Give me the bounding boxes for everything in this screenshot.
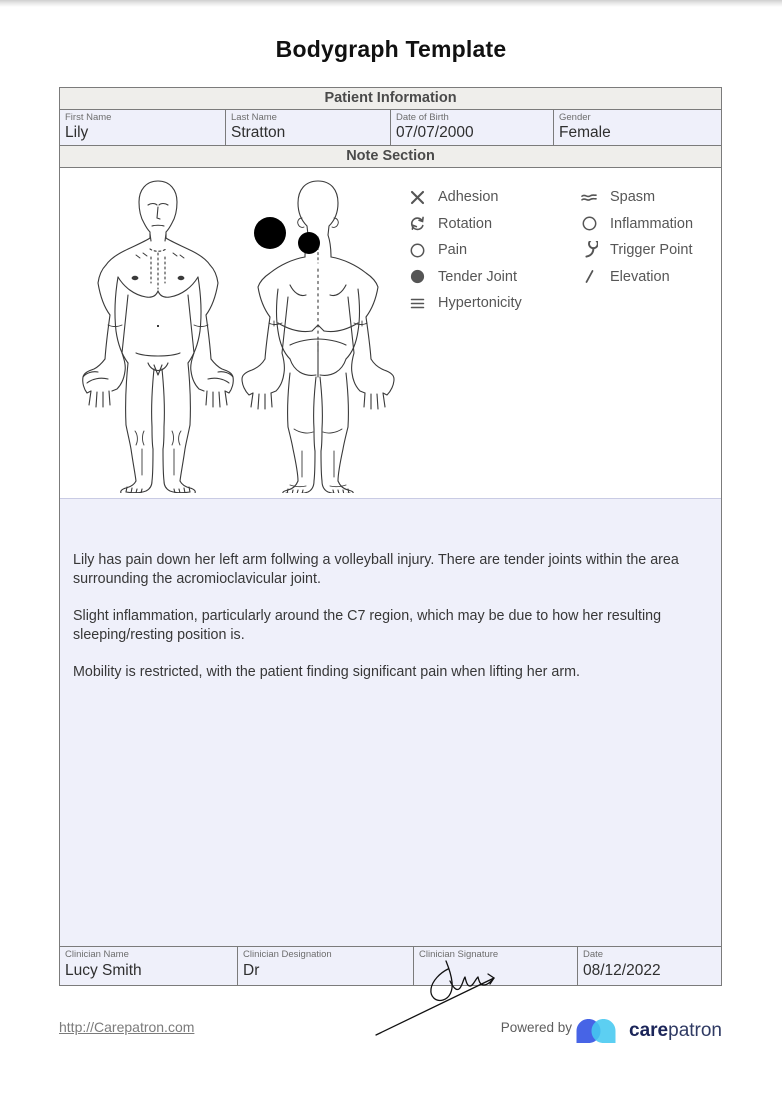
- last-name-label: Last Name: [231, 112, 277, 123]
- legend-label-elevation: Elevation: [610, 268, 670, 285]
- wave-lines-icon: [577, 186, 601, 208]
- patient-information-row: [60, 110, 721, 146]
- legend-item-adhesion[interactable]: [405, 184, 522, 211]
- first-name-label: First Name: [65, 112, 112, 123]
- last-name-cell[interactable]: [226, 110, 391, 145]
- gender-value: Female: [559, 124, 611, 141]
- note-paragraph-3: Mobility is restricted, with the patient finding significant pain when lifting her arm.: [73, 664, 580, 680]
- note-section-header: Note Section: [60, 146, 721, 168]
- clinician-signature-value: [419, 960, 577, 981]
- rotation-arrow-icon: [405, 213, 429, 235]
- clinician-signature-label: Clinician Signature: [419, 949, 499, 960]
- legend-item-trigger-point[interactable]: [577, 237, 693, 264]
- legend-label-hypertonicity: Hypertonicity: [438, 295, 522, 312]
- tender-joint-marker-large[interactable]: [254, 217, 286, 249]
- legend-label-inflammation: Inflammation: [610, 215, 694, 232]
- tender-joint-marker-small[interactable]: [298, 232, 320, 254]
- clinician-designation-label: Clinician Designation: [243, 949, 332, 960]
- legend-item-tender-joint[interactable]: [405, 264, 522, 291]
- note-paragraph-1: Lily has pain down her left arm follwing a volleyball injury. There are tender joints within the area surrounding the acromioclavicular joint.: [73, 552, 679, 587]
- digit-nine-icon: [577, 239, 601, 261]
- page-title: Bodygraph Template: [275, 36, 507, 62]
- legend-item-elevation[interactable]: [577, 264, 693, 291]
- clinician-date-value: 08/12/2022: [583, 962, 661, 979]
- legend-item-hypertonicity[interactable]: [405, 290, 522, 317]
- clinician-designation-cell[interactable]: [238, 947, 414, 985]
- bodygraph-document: [59, 87, 722, 986]
- open-circle-icon: [577, 213, 601, 235]
- legend-label-adhesion: Adhesion: [438, 189, 499, 206]
- gender-label: Gender: [559, 112, 591, 123]
- legend-column-right: [577, 184, 693, 290]
- carepatron-logo: [572, 1016, 722, 1046]
- note-paragraph-2: Slight inflammation, particularly around the C7 region, which may be due to how her resulting sleeping/resting position is.: [73, 608, 662, 643]
- gender-cell[interactable]: [554, 110, 721, 145]
- date-of-birth-label: Date of Birth: [396, 112, 449, 123]
- page-top-shadow: [0, 0, 782, 7]
- filled-circle-icon: [405, 266, 429, 288]
- first-name-value: Lily: [65, 124, 89, 141]
- legend-label-rotation: Rotation: [438, 215, 493, 232]
- clinician-name-cell[interactable]: [60, 947, 238, 985]
- diagonal-slash-icon: [577, 266, 601, 288]
- clinician-name-label: Clinician Name: [65, 949, 129, 960]
- page-footer: [59, 1016, 722, 1046]
- note-text-area[interactable]: [60, 498, 721, 946]
- legend-item-spasm[interactable]: [577, 184, 693, 211]
- three-lines-icon: [405, 292, 429, 314]
- legend-label-trigger-point: Trigger Point: [610, 242, 693, 259]
- patient-information-header: Patient Information: [60, 88, 721, 110]
- powered-by-label: Powered by: [500, 1020, 572, 1035]
- legend-item-pain[interactable]: [405, 237, 522, 264]
- legend-item-rotation[interactable]: [405, 211, 522, 238]
- legend-item-inflammation[interactable]: [577, 211, 693, 238]
- clinician-designation-value: Dr: [243, 962, 260, 979]
- clinician-name-value: Lucy Smith: [65, 962, 142, 979]
- first-name-cell[interactable]: [60, 110, 226, 145]
- legend-label-pain: Pain: [438, 242, 468, 259]
- clinician-row: [60, 946, 721, 985]
- brand-bold: care: [629, 1020, 669, 1041]
- open-circle-icon: [405, 239, 429, 261]
- legend-label-tender-joint: Tender Joint: [438, 268, 517, 285]
- carepatron-wordmark: [629, 1020, 722, 1042]
- clinician-date-cell[interactable]: [578, 947, 721, 985]
- x-cross-icon: [405, 186, 429, 208]
- last-name-value: Stratton: [231, 124, 286, 141]
- clinician-signature-cell[interactable]: [414, 947, 578, 985]
- date-of-birth-cell[interactable]: [391, 110, 554, 145]
- carepatron-logo-mark: [572, 1016, 622, 1046]
- clinician-date-label: Date: [583, 949, 604, 960]
- date-of-birth-value: 07/07/2000: [396, 124, 474, 141]
- legend-label-spasm: Spasm: [610, 189, 656, 206]
- legend-column-left: [405, 184, 522, 317]
- brand-light: patron: [668, 1020, 722, 1041]
- anterior-body-figure[interactable]: [78, 173, 238, 493]
- carepatron-url-link[interactable]: http://Carepatron.com: [59, 1019, 195, 1035]
- bodygraph-area[interactable]: [60, 168, 721, 498]
